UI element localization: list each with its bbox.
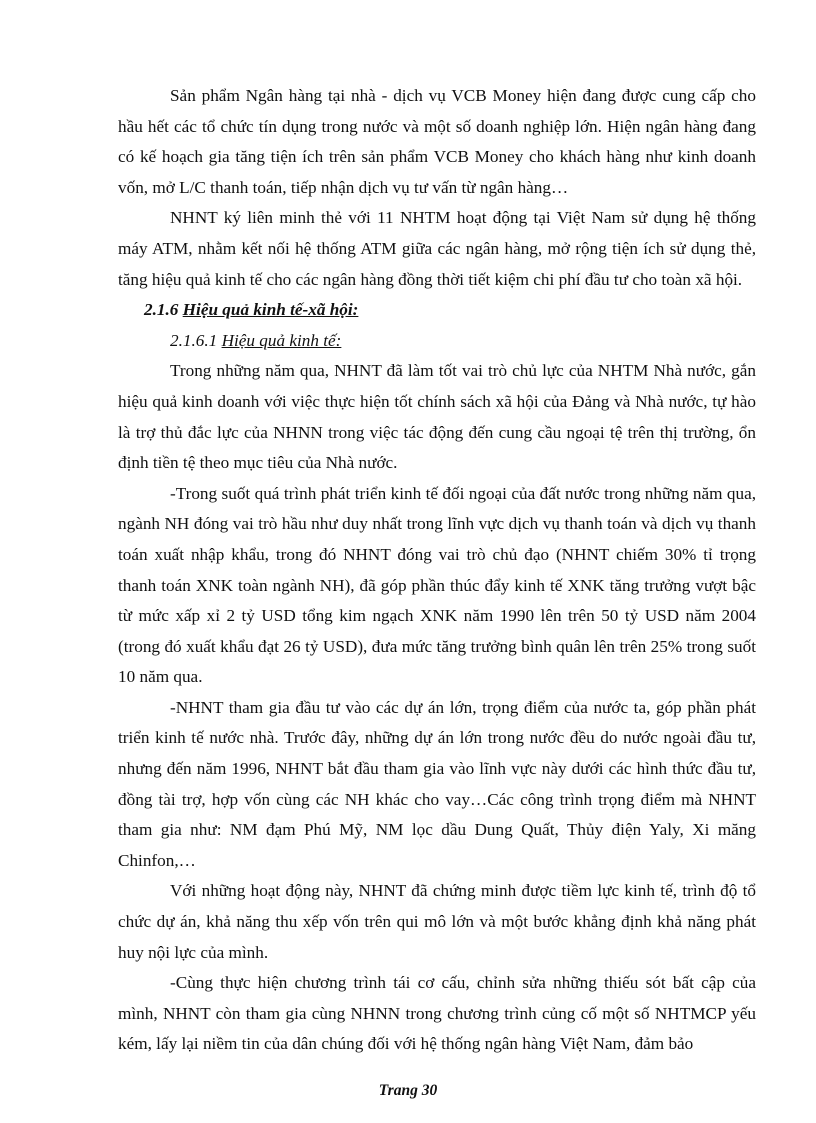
- paragraph-projects: -NHNT tham gia đầu tư vào các dự án lớn, trọng điểm của nước ta, góp phần phát triển kinh tế nước nhà. Trước đây, những dự án lớn trong nước đều do nước ngoài đầu tư, nhưng đến năm 1996, NHNT bắt đầu tham gia vào lĩnh vực này dưới các hình thức đầu tư, đồng tài trợ, hợp vốn cùng các NH khác cho vay…Các công trình trọng điểm mà NHNT tham gia như: NM đạm Phú Mỹ, NM lọc dầu Dung Quất, Thủy điện Yaly, Xi măng Chinfon,…: [118, 697, 756, 870]
- paragraph-trade: -Trong suốt quá trình phát triển kinh tế đối ngoại của đất nước trong những năm qua, ngành NH đóng vai trò hầu như duy nhất trong lĩnh vực dịch vụ thanh toán và dịch vụ thanh toán xuất nhập khẩu, trong đó NHNT đóng vai trò chủ đạo (NHNT chiếm 30% tỉ trọng thanh toán XNK toàn ngành NH), đã góp phần thúc đẩy kinh tế XNK tăng trưởng vượt bậc từ mức xấp xỉ 2 tỷ USD tổng kim ngạch XNK năm 1990 lên trên 50 tỷ USD năm 2004 (trong đó xuất khẩu đạt 26 tỷ USD), đưa mức tăng trưởng bình quân lên trên 25% trong suốt 10 năm qua.: [118, 483, 756, 687]
- subsection-heading: [118, 326, 756, 357]
- section-title: Hiệu quả kinh tế-xã hội:: [182, 300, 359, 320]
- paragraph-vcb-money: Sản phẩm Ngân hàng tại nhà - dịch vụ VCB Money hiện đang được cung cấp cho hầu hết các tổ chức tín dụng trong nước và một số doanh nghiệp lớn. Hiện ngân hàng đang có kế hoạch gia tăng tiện ích trên sản phẩm VCB Money cho khách hàng như kinh doanh vốn, mở L/C thanh toán, tiếp nhận dịch vụ tư vấn từ ngân hàng…: [118, 86, 756, 197]
- page-number: Trang 30: [378, 1082, 438, 1099]
- section-number: 2.1.6: [144, 300, 183, 320]
- paragraph-atm-alliance: NHNT ký liên minh thẻ với 11 NHTM hoạt động tại Việt Nam sử dụng hệ thống máy ATM, nhằm kết nối hệ thống ATM giữa các ngân hàng, mở rộng tiện ích sử dụng thẻ, tăng hiệu quả kinh tế cho các ngân hàng đồng thời tiết kiệm chi phí đầu tư cho toàn xã hội.: [118, 208, 756, 289]
- section-heading: [118, 295, 756, 326]
- document-page: [118, 81, 756, 1060]
- paragraph-capability: Với những hoạt động này, NHNT đã chứng minh được tiềm lực kinh tế, trình độ tổ chức dự án, khả năng thu xếp vốn trên qui mô lớn và một bước khẳng định khả năng phát huy nội lực của mình.: [118, 881, 756, 962]
- subsection-title: Hiệu quả kinh tế:: [221, 330, 342, 350]
- paragraph-restructuring: -Cùng thực hiện chương trình tái cơ cấu, chỉnh sửa những thiếu sót bất cập của mình, NHNT còn tham gia cùng NHNN trong chương trình củng cố một số NHTMCP yếu kém, lấy lại niềm tin của dân chúng đối với hệ thống ngân hàng Việt Nam, đảm bảo: [118, 973, 756, 1054]
- subsection-number: 2.1.6.1: [170, 330, 222, 350]
- paragraph-role: Trong những năm qua, NHNT đã làm tốt vai trò chủ lực của NHTM Nhà nước, gắn hiệu quả kinh doanh với việc thực hiện tốt chính sách xã hội của Đảng và Nhà nước, tự hào là trợ thủ đắc lực của NHNN trong việc tác động đến cung cầu ngoại tệ trên thị trường, ổn định tiền tệ theo mục tiêu của Nhà nước.: [118, 361, 756, 473]
